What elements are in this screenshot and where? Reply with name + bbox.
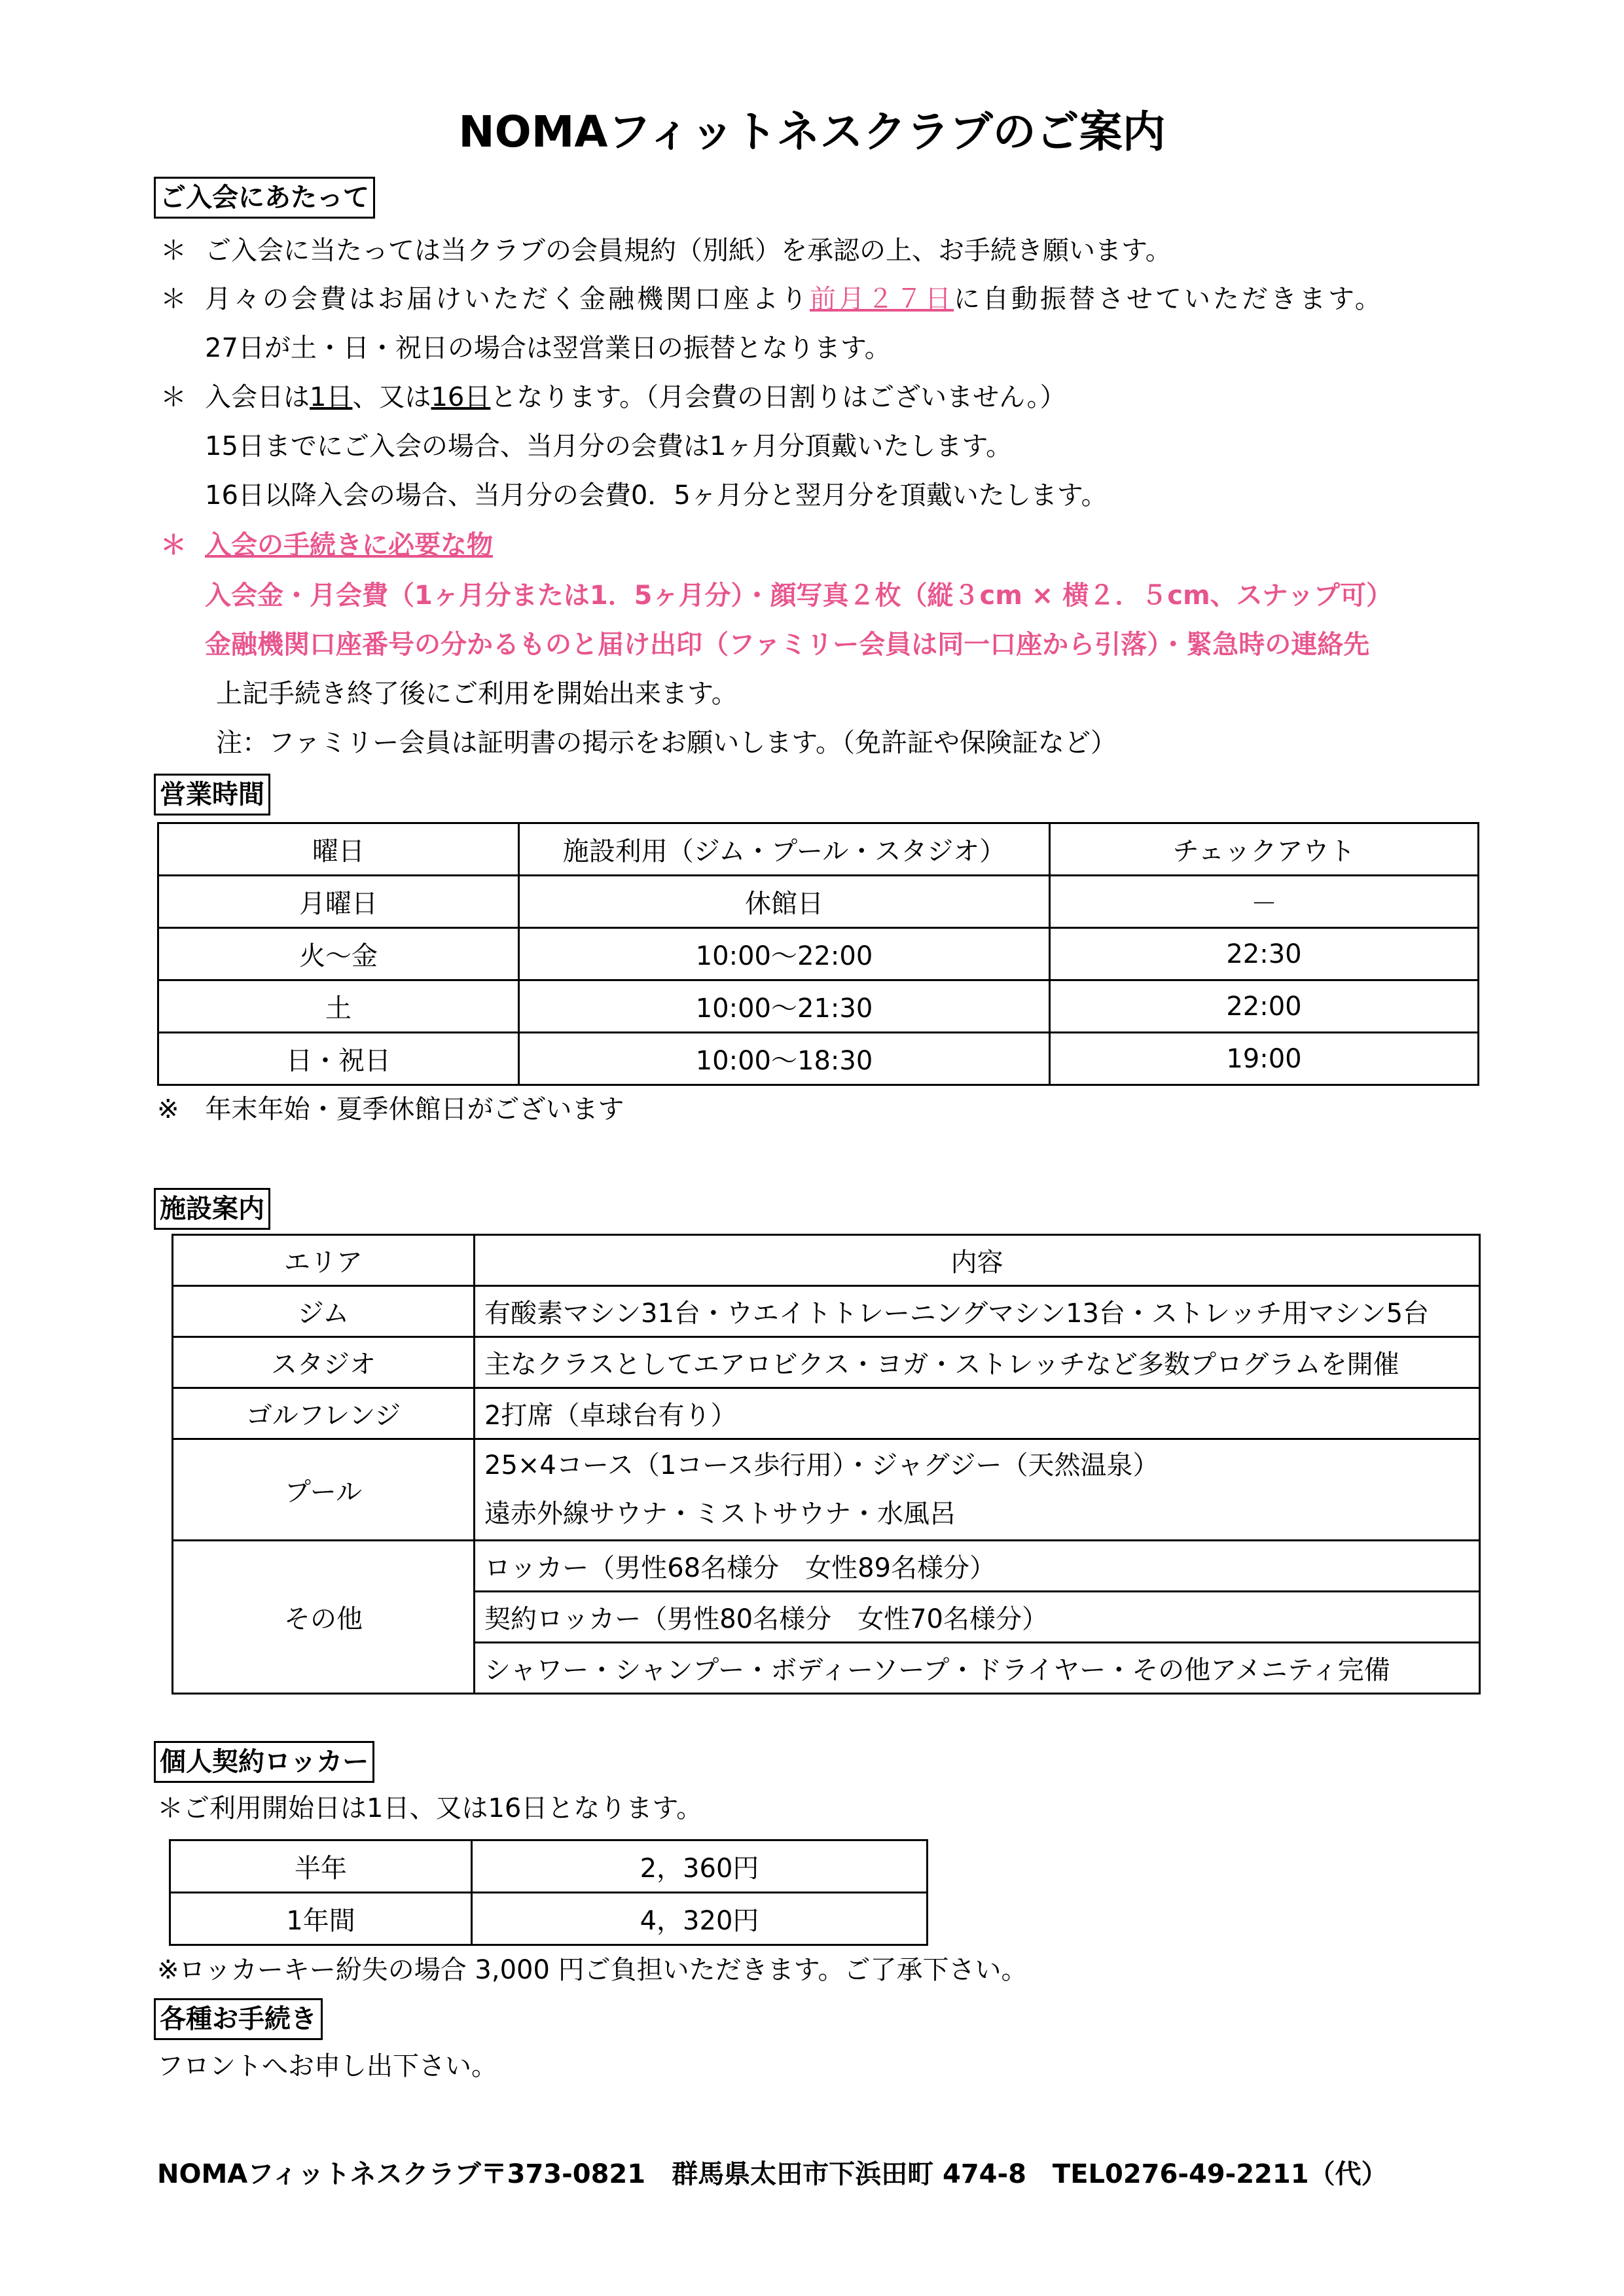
table-row — [158, 928, 1479, 980]
table-cell: 10:00～21:30 — [519, 980, 1050, 1033]
hours-table — [157, 822, 1479, 1086]
table-row — [173, 1286, 1480, 1337]
table-cell: ロッカー（男性68名様分 女性89名様分） — [475, 1541, 1480, 1592]
table-cell: 日・祝日 — [158, 1033, 519, 1085]
table-cell: 火～金 — [158, 928, 519, 980]
table-cell: 土 — [158, 980, 519, 1033]
facilities-table — [171, 1234, 1481, 1695]
table-cell: 22:00 — [1050, 980, 1479, 1033]
page-title: NOMAフィットネスクラブのご案内 — [458, 107, 1166, 157]
locker-price-table — [169, 1839, 928, 1946]
table-cell: 休館日 — [519, 876, 1050, 928]
table-cell: ゴルフレンジ — [173, 1388, 475, 1439]
debit-date-highlight: 前月２７日 — [810, 284, 954, 314]
table-row — [158, 876, 1479, 928]
admission-line-10: 上記手続き終了後にご利用を開始出来ます。 — [216, 679, 738, 709]
table-cell: 有酸素マシン31台・ウエイトトレーニングマシン13台・ストレッチ用マシン5台 — [475, 1286, 1480, 1337]
join-date-note: となります。（月会費の日割りはございません。） — [490, 382, 1066, 412]
bullet-mark: ＊ — [160, 530, 187, 560]
bullet-mark: ＊ — [160, 382, 187, 412]
table-cell: プール — [173, 1439, 475, 1541]
locker-start-note: ＊ご利用開始日は1日、又は16日となります。 — [157, 1793, 703, 1823]
required-items-heading: 入会の手続きに必要な物 — [205, 530, 493, 560]
table-cell: 契約ロッカー（男性80名様分 女性70名様分） — [475, 1592, 1480, 1643]
table-cell: 22:30 — [1050, 928, 1479, 980]
section-heading-admission: ご入会にあたって — [154, 177, 375, 219]
table-row — [158, 823, 1479, 876]
table-cell: － — [1050, 876, 1479, 928]
footer-address: NOMAフィットネスクラブ〒373-0821 群馬県太田市下浜田町 474-8 TEL0276-49-2211（代） — [157, 2159, 1388, 2189]
table-header-cell: 内容 — [475, 1235, 1480, 1286]
table-cell: 1年間 — [170, 1893, 472, 1945]
required-items-line-2: 金融機関口座番号の分かるものと届け出印（ファミリー会員は同一口座から引落）・緊急時の連絡先 — [205, 630, 1370, 660]
table-row — [173, 1337, 1480, 1388]
table-cell: 2打席（卓球台有り） — [475, 1388, 1480, 1439]
admission-line-4 — [205, 381, 1066, 414]
table-cell: 月曜日 — [158, 876, 519, 928]
table-cell: スタジオ — [173, 1337, 475, 1388]
family-member-note: 注：ファミリー会員は証明書の掲示をお願いします。（免許証や保険証など） — [216, 728, 1117, 758]
join-date-1: 1日 — [310, 382, 353, 412]
table-cell: ジム — [173, 1286, 475, 1337]
table-cell: 10:00～22:00 — [519, 928, 1050, 980]
section-heading-locker: 個人契約ロッカー — [154, 1741, 374, 1783]
table-cell: 19:00 — [1050, 1033, 1479, 1085]
table-cell: 10:00～18:30 — [519, 1033, 1050, 1085]
join-date-or: 、又は — [352, 382, 431, 412]
table-row — [173, 1541, 1480, 1592]
table-row — [173, 1388, 1480, 1439]
admission-line-2-text: 月々の会費はお届けいただく金融機関口座より — [205, 284, 810, 314]
pool-line-2: 遠赤外線サウナ・ミストサウナ・水風呂 — [484, 1499, 956, 1529]
section-heading-facilities: 施設案内 — [154, 1188, 270, 1230]
table-cell: その他 — [173, 1541, 475, 1694]
table-cell: 半年 — [170, 1840, 472, 1893]
table-cell: 主なクラスとしてエアロビクス・ヨガ・ストレッチなど多数プログラムを開催 — [475, 1337, 1480, 1388]
table-header-cell: 施設利用（ジム・プール・スタジオ） — [519, 823, 1050, 876]
required-items-line-1: 入会金・月会費（1ヶ月分または1．5ヶ月分）・顔写真２枚（縦３cm × 横２．５cm、スナップ可） — [205, 581, 1393, 611]
admission-line-5: 15日までにご入会の場合、当月分の会費は1ヶ月分頂戴いたします。 — [205, 431, 1013, 461]
holiday-note: ※ 年末年始・夏季休館日がございます — [157, 1094, 624, 1124]
table-row — [158, 980, 1479, 1033]
table-row — [173, 1235, 1480, 1286]
join-date-16: 16日 — [431, 382, 491, 412]
table-header-cell: チェックアウト — [1050, 823, 1479, 876]
table-header-cell: 曜日 — [158, 823, 519, 876]
admission-line-2 — [205, 283, 1384, 315]
bullet-mark: ＊ — [160, 284, 187, 314]
procedures-text: フロントへお申し出下さい。 — [157, 2051, 497, 2081]
table-header-cell: エリア — [173, 1235, 475, 1286]
join-date-text: 入会日は — [205, 382, 310, 412]
admission-line-2-text-end: に自動振替させていただきます。 — [954, 284, 1384, 314]
admission-line-6: 16日以降入会の場合、当月分の会費0．5ヶ月分と翌月分を頂戴いたします。 — [205, 480, 1108, 511]
admission-line-3: 27日が土・日・祝日の場合は翌営業日の振替となります。 — [205, 333, 891, 363]
locker-key-note: ※ロッカーキー紛失の場合 3,000 円ご負担いただきます。ご了承下さい。 — [157, 1955, 1028, 1985]
admission-line-1: ご入会に当たっては当クラブの会員規約（別紙）を承認の上、お手続き願います。 — [205, 236, 1172, 266]
pool-line-1: 25×4コース（1コース歩行用）・ジャグジー（天然温泉） — [484, 1450, 1159, 1480]
table-row — [173, 1439, 1480, 1541]
table-row — [170, 1840, 928, 1893]
table-cell: 2，360円 — [472, 1840, 928, 1893]
section-heading-hours: 営業時間 — [154, 774, 270, 816]
bullet-mark: ＊ — [160, 236, 187, 266]
table-cell: 4，320円 — [472, 1893, 928, 1945]
section-heading-procedures: 各種お手続き — [154, 1998, 323, 2040]
table-cell — [475, 1439, 1480, 1541]
table-row — [158, 1033, 1479, 1085]
table-row — [170, 1893, 928, 1945]
table-cell: シャワー・シャンプー・ボディーソープ・ドライヤー・その他アメニティ完備 — [475, 1643, 1480, 1694]
